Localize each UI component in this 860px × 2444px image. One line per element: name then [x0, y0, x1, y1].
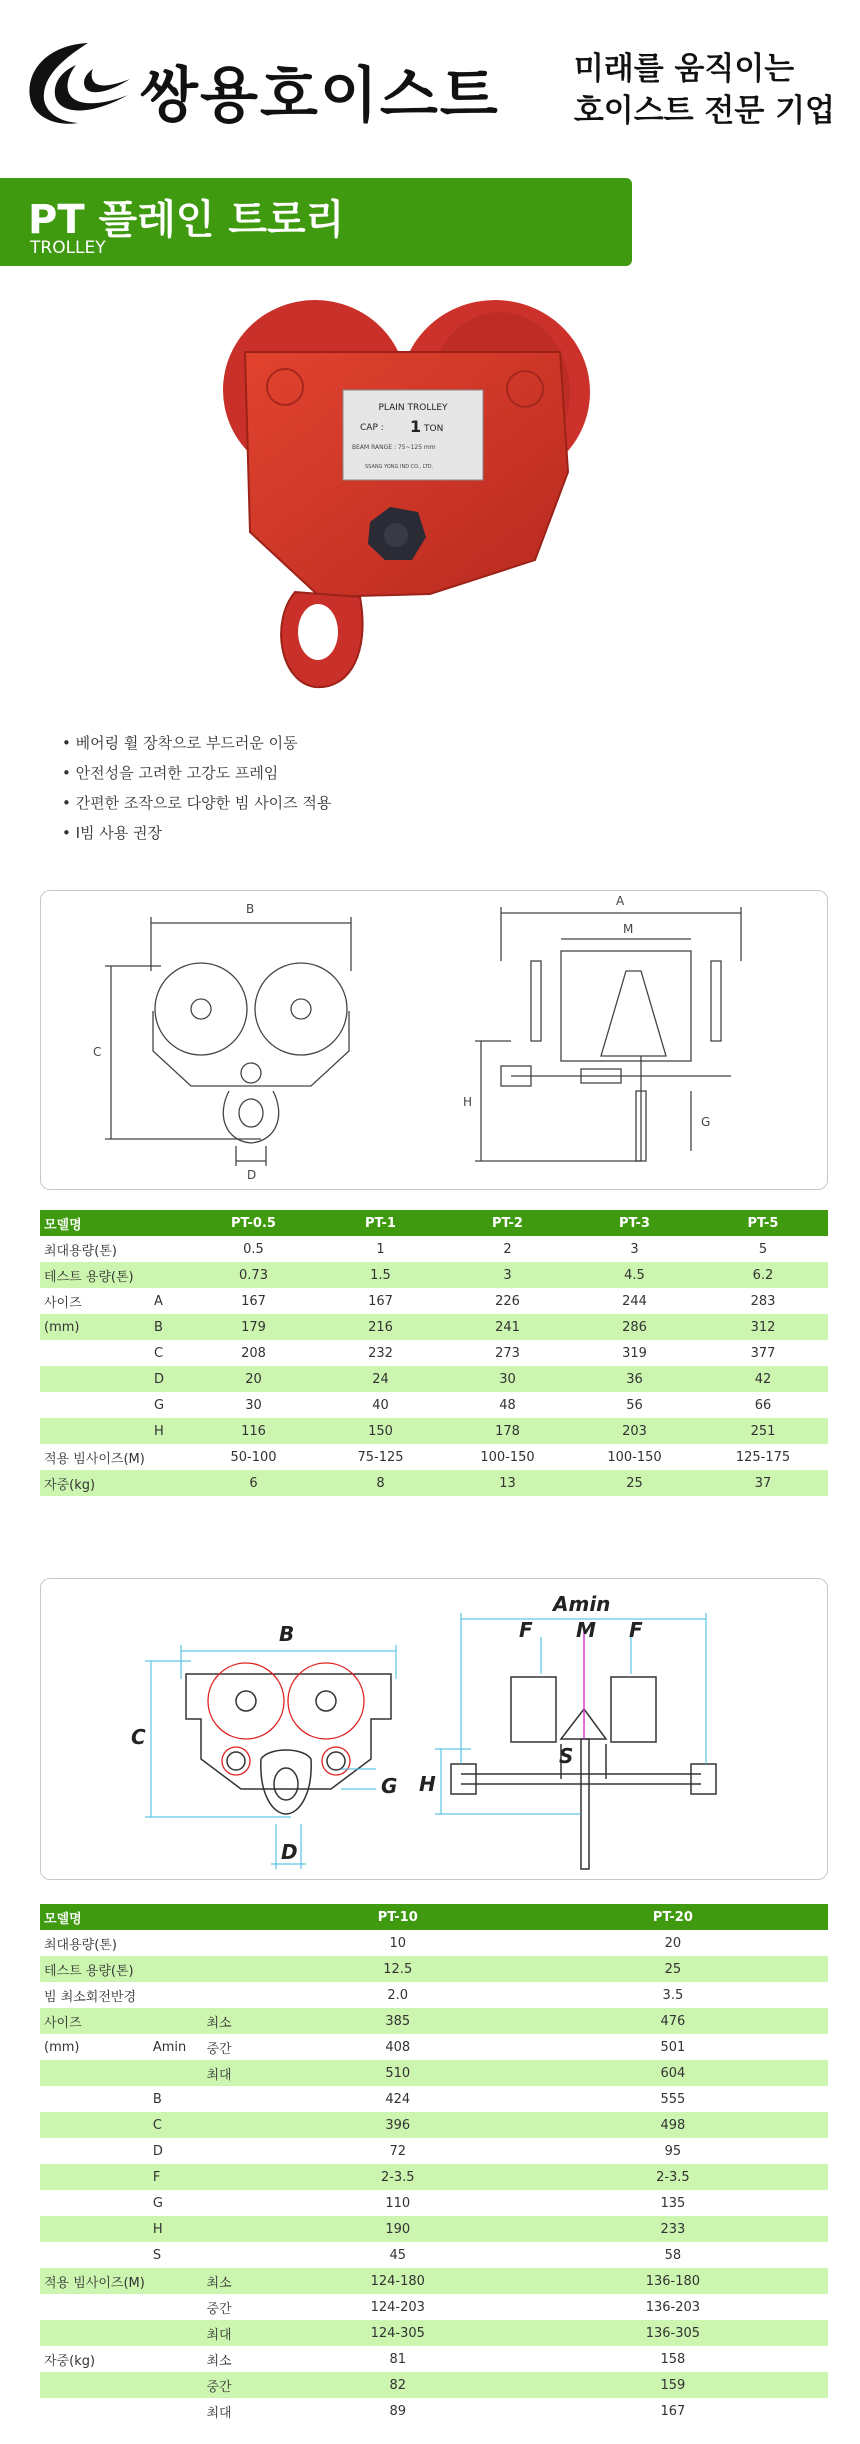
product-subtitle: TROLLEY	[30, 238, 106, 258]
page-header	[0, 0, 860, 150]
spec-table-small	[40, 1210, 828, 1496]
row-label: D	[149, 2138, 203, 2164]
row-label: 자중(kg)	[40, 1470, 150, 1496]
row-sublabel	[150, 1262, 190, 1288]
table-cell: 42	[698, 1366, 828, 1392]
row-label: 최대용량(톤)	[40, 1236, 150, 1262]
table-cell: 408	[278, 2034, 518, 2060]
slogan-line-1: 미래를 움직이는	[573, 51, 795, 87]
table-cell: 555	[518, 2086, 828, 2112]
row-label	[202, 1930, 277, 1956]
table-cell: 25	[518, 1956, 828, 1982]
table-cell: 100-150	[571, 1444, 698, 1470]
row-label	[40, 2112, 149, 2138]
feature-list	[62, 728, 331, 848]
table-cell: 72	[278, 2138, 518, 2164]
dim-label-g: G	[701, 1115, 711, 1129]
table-cell: 30	[190, 1392, 317, 1418]
table-header-row	[40, 1904, 828, 1930]
table-cell: 150	[317, 1418, 444, 1444]
table-cell: 136-203	[518, 2294, 828, 2320]
table-cell: 25	[571, 1470, 698, 1496]
table-row	[40, 1340, 828, 1366]
table-row	[40, 1956, 828, 1982]
table-cell: 36	[571, 1366, 698, 1392]
table-cell: 167	[518, 2398, 828, 2424]
row-label	[149, 2008, 203, 2034]
table-cell: 319	[571, 1340, 698, 1366]
plate-cap-unit: TON	[424, 424, 444, 434]
row-label	[40, 1366, 150, 1392]
table-cell: 167	[190, 1288, 317, 1314]
table-cell: 273	[444, 1340, 571, 1366]
table-cell: 45	[278, 2242, 518, 2268]
table-row	[40, 2164, 828, 2190]
row-label: (mm)	[40, 2034, 149, 2060]
table-cell: 2.0	[278, 1982, 518, 2008]
row-label: H	[149, 2216, 203, 2242]
row-label	[202, 2216, 277, 2242]
table-cell: 283	[698, 1288, 828, 1314]
table-cell: 498	[518, 2112, 828, 2138]
row-label	[40, 2372, 149, 2398]
plate-cap-value: 1	[410, 417, 422, 436]
row-label	[40, 2320, 149, 2346]
row-label	[40, 1418, 150, 1444]
table-cell: 13	[444, 1470, 571, 1496]
dim-label-b: B	[246, 902, 255, 916]
table-cell: 2	[444, 1236, 571, 1262]
row-label: F	[149, 2164, 203, 2190]
table-cell: 124-203	[278, 2294, 518, 2320]
row-label: Amin	[149, 2034, 203, 2060]
table-cell: 135	[518, 2190, 828, 2216]
diagram-2-drawing	[41, 1579, 829, 1881]
dim-label-h: H	[463, 1095, 473, 1109]
row-sublabel	[150, 1444, 190, 1470]
table-cell: 24	[317, 1366, 444, 1392]
dim2-label-g: G	[381, 1774, 398, 1798]
table-row	[40, 2242, 828, 2268]
row-label	[202, 2086, 277, 2112]
dim2-label-f-right: F	[629, 1618, 643, 1642]
row-label: 최대	[202, 2320, 277, 2346]
table-header-cell: 모델명	[40, 1210, 190, 1236]
table-cell: 3	[444, 1262, 571, 1288]
table-cell: 203	[571, 1418, 698, 1444]
row-sublabel	[150, 1236, 190, 1262]
row-label: 사이즈	[40, 2008, 149, 2034]
dim-label-a: A	[616, 894, 625, 908]
table-row	[40, 1366, 828, 1392]
row-sublabel: B	[150, 1314, 190, 1340]
row-label	[40, 1340, 150, 1366]
spec-table-large	[40, 1904, 828, 2424]
table-cell: 81	[278, 2346, 518, 2372]
table-row	[40, 1262, 828, 1288]
table-row	[40, 1236, 828, 1262]
table-header-row	[40, 1210, 828, 1236]
table-cell: 100-150	[444, 1444, 571, 1470]
table-cell: 312	[698, 1314, 828, 1340]
table-cell: 6.2	[698, 1262, 828, 1288]
table-cell: 66	[698, 1392, 828, 1418]
table-cell: 50-100	[190, 1444, 317, 1470]
plate-title: PLAIN TROLLEY	[378, 403, 448, 413]
row-label	[202, 2242, 277, 2268]
row-label	[202, 1956, 277, 1982]
table-row	[40, 2294, 828, 2320]
table-cell: 95	[518, 2138, 828, 2164]
row-label	[149, 2346, 203, 2372]
row-sublabel: D	[150, 1366, 190, 1392]
row-sublabel	[150, 1470, 190, 1496]
table-header-cell: PT-20	[518, 1904, 828, 1930]
feature-item: • 간편한 조작으로 다양한 빔 사이즈 적용	[62, 788, 331, 818]
table-cell: 208	[190, 1340, 317, 1366]
dimension-diagram-small	[40, 890, 828, 1190]
table-cell: 241	[444, 1314, 571, 1340]
dim2-label-d: D	[281, 1840, 298, 1864]
dim2-label-f-left: F	[519, 1618, 533, 1642]
row-label	[202, 2164, 277, 2190]
row-label	[40, 2190, 149, 2216]
row-label	[149, 2294, 203, 2320]
row-label	[149, 2060, 203, 2086]
row-sublabel: G	[150, 1392, 190, 1418]
table-cell: 75-125	[317, 1444, 444, 1470]
row-label: 적용 빔사이즈(M)	[40, 1444, 150, 1470]
row-label: 최대	[202, 2060, 277, 2086]
dimension-diagram-large	[40, 1578, 828, 1880]
table-cell: 1.5	[317, 1262, 444, 1288]
table-cell: 377	[698, 1340, 828, 1366]
table-cell: 158	[518, 2346, 828, 2372]
table-row	[40, 1314, 828, 1340]
table-cell: 501	[518, 2034, 828, 2060]
row-sublabel: A	[150, 1288, 190, 1314]
table-row	[40, 2086, 828, 2112]
slogan-line-2: 호이스트 전문 기업	[573, 93, 835, 129]
row-label: (mm)	[40, 1314, 150, 1340]
table-row	[40, 1470, 828, 1496]
table-cell: 510	[278, 2060, 518, 2086]
row-label: 최대용량(톤)	[40, 1930, 149, 1956]
table-row	[40, 1982, 828, 2008]
table-header-cell: PT-1	[317, 1210, 444, 1236]
feature-item: • I빔 사용 권장	[62, 818, 331, 848]
table-row	[40, 1930, 828, 1956]
row-label	[149, 2398, 203, 2424]
row-label: 중간	[202, 2294, 277, 2320]
company-logo-icon	[18, 35, 133, 130]
diagram-1-drawing	[41, 891, 829, 1191]
table-cell: 20	[190, 1366, 317, 1392]
row-label	[40, 2164, 149, 2190]
table-header-cell: PT-0.5	[190, 1210, 317, 1236]
table-cell: 12.5	[278, 1956, 518, 1982]
row-label	[202, 2138, 277, 2164]
row-label	[149, 2372, 203, 2398]
dim-label-m: M	[623, 922, 634, 936]
feature-item: • 안전성을 고려한 고강도 프레임	[62, 758, 331, 788]
row-label	[202, 2112, 277, 2138]
table-row	[40, 2190, 828, 2216]
table-cell: 476	[518, 2008, 828, 2034]
row-label	[40, 1392, 150, 1418]
row-label	[149, 1956, 203, 1982]
row-label: B	[149, 2086, 203, 2112]
dim-label-d: D	[247, 1168, 257, 1182]
table-cell: 110	[278, 2190, 518, 2216]
table-cell: 125-175	[698, 1444, 828, 1470]
row-label: S	[149, 2242, 203, 2268]
row-label: 최소	[202, 2008, 277, 2034]
table-cell: 244	[571, 1288, 698, 1314]
table-row	[40, 2112, 828, 2138]
dim2-label-h: H	[419, 1772, 436, 1796]
table-row	[40, 1392, 828, 1418]
table-cell: 167	[317, 1288, 444, 1314]
table-cell: 56	[571, 1392, 698, 1418]
table-row	[40, 2346, 828, 2372]
table-cell: 58	[518, 2242, 828, 2268]
row-label	[202, 2190, 277, 2216]
row-label	[40, 2398, 149, 2424]
table-cell: 40	[317, 1392, 444, 1418]
table-row	[40, 2060, 828, 2086]
dim2-label-b: B	[279, 1622, 295, 1646]
table-cell: 6	[190, 1470, 317, 1496]
row-label	[40, 2060, 149, 2086]
table-cell: 20	[518, 1930, 828, 1956]
table-cell: 251	[698, 1418, 828, 1444]
row-label	[40, 2138, 149, 2164]
table-row	[40, 2216, 828, 2242]
product-photo	[200, 292, 600, 712]
table-cell: 396	[278, 2112, 518, 2138]
row-label: 빔 최소회전반경	[40, 1982, 149, 2008]
table-cell: 136-305	[518, 2320, 828, 2346]
table-cell: 82	[278, 2372, 518, 2398]
table-row	[40, 2372, 828, 2398]
row-label: 테스트 용량(톤)	[40, 1262, 150, 1288]
table-row	[40, 1288, 828, 1314]
table-cell: 385	[278, 2008, 518, 2034]
row-label	[40, 2294, 149, 2320]
table-row	[40, 2008, 828, 2034]
dim2-label-s: S	[559, 1744, 574, 1768]
table-row	[40, 1418, 828, 1444]
row-label	[40, 2242, 149, 2268]
table-cell: 286	[571, 1314, 698, 1340]
table-row	[40, 2398, 828, 2424]
table-cell: 124-180	[278, 2268, 518, 2294]
table-header-cell: PT-5	[698, 1210, 828, 1236]
plate-cap-label: CAP :	[360, 423, 384, 433]
table-cell: 226	[444, 1288, 571, 1314]
row-label	[40, 2086, 149, 2112]
dim2-label-amin: Amin	[553, 1592, 611, 1616]
row-label: C	[149, 2112, 203, 2138]
table-cell: 604	[518, 2060, 828, 2086]
table-row	[40, 1444, 828, 1470]
dim2-label-c: C	[131, 1725, 146, 1749]
table-cell: 0.73	[190, 1262, 317, 1288]
table-cell: 2-3.5	[278, 2164, 518, 2190]
row-label	[202, 1982, 277, 2008]
table-cell: 424	[278, 2086, 518, 2112]
slogan	[574, 48, 835, 132]
row-label	[40, 2216, 149, 2242]
row-label: 중간	[202, 2034, 277, 2060]
table-cell: 124-305	[278, 2320, 518, 2346]
table-header-cell: PT-10	[278, 1904, 518, 1930]
feature-item: • 베어링 휠 장착으로 부드러운 이동	[62, 728, 331, 758]
table-cell: 30	[444, 1366, 571, 1392]
table-cell: 48	[444, 1392, 571, 1418]
row-label: 최소	[202, 2346, 277, 2372]
dim-label-c: C	[93, 1045, 102, 1059]
table-cell: 5	[698, 1236, 828, 1262]
row-sublabel: H	[150, 1418, 190, 1444]
table-cell: 159	[518, 2372, 828, 2398]
row-label	[149, 1982, 203, 2008]
table-cell: 8	[317, 1470, 444, 1496]
row-label: 중간	[202, 2372, 277, 2398]
row-label	[149, 2320, 203, 2346]
table-row	[40, 2034, 828, 2060]
table-cell: 216	[317, 1314, 444, 1340]
table-cell: 179	[190, 1314, 317, 1340]
row-label	[149, 2268, 203, 2294]
table-cell: 136-180	[518, 2268, 828, 2294]
table-cell: 2-3.5	[518, 2164, 828, 2190]
row-label: 테스트 용량(톤)	[40, 1956, 149, 1982]
table-cell: 1	[317, 1236, 444, 1262]
table-header-cell: PT-2	[444, 1210, 571, 1236]
table-cell: 37	[698, 1470, 828, 1496]
row-label	[149, 1930, 203, 1956]
table-cell: 3	[571, 1236, 698, 1262]
row-sublabel: C	[150, 1340, 190, 1366]
plate-gauge: BEAM RANGE : 75~125 mm	[352, 444, 436, 451]
row-label: 적용 빔사이즈(M)	[40, 2268, 149, 2294]
row-label: 최대	[202, 2398, 277, 2424]
table-header-cell: 모델명	[40, 1904, 278, 1930]
row-label: 자중(kg)	[40, 2346, 149, 2372]
table-row	[40, 2268, 828, 2294]
table-cell: 89	[278, 2398, 518, 2424]
table-row	[40, 2138, 828, 2164]
table-cell: 10	[278, 1930, 518, 1956]
row-label: 사이즈	[40, 1288, 150, 1314]
plate-maker: SSANG YONG IND CO., LTD.	[365, 464, 434, 470]
table-cell: 233	[518, 2216, 828, 2242]
table-cell: 178	[444, 1418, 571, 1444]
section-title-bar	[0, 178, 632, 266]
table-cell: 3.5	[518, 1982, 828, 2008]
table-cell: 4.5	[571, 1262, 698, 1288]
table-cell: 190	[278, 2216, 518, 2242]
table-cell: 232	[317, 1340, 444, 1366]
product-title: PT 플레인 트로리	[28, 197, 345, 243]
row-label: 최소	[202, 2268, 277, 2294]
table-cell: 116	[190, 1418, 317, 1444]
table-cell: 0.5	[190, 1236, 317, 1262]
dim2-label-m: M	[576, 1618, 596, 1642]
row-label: G	[149, 2190, 203, 2216]
brand-name: 쌍용호이스트	[140, 61, 500, 131]
table-row	[40, 2320, 828, 2346]
table-header-cell: PT-3	[571, 1210, 698, 1236]
